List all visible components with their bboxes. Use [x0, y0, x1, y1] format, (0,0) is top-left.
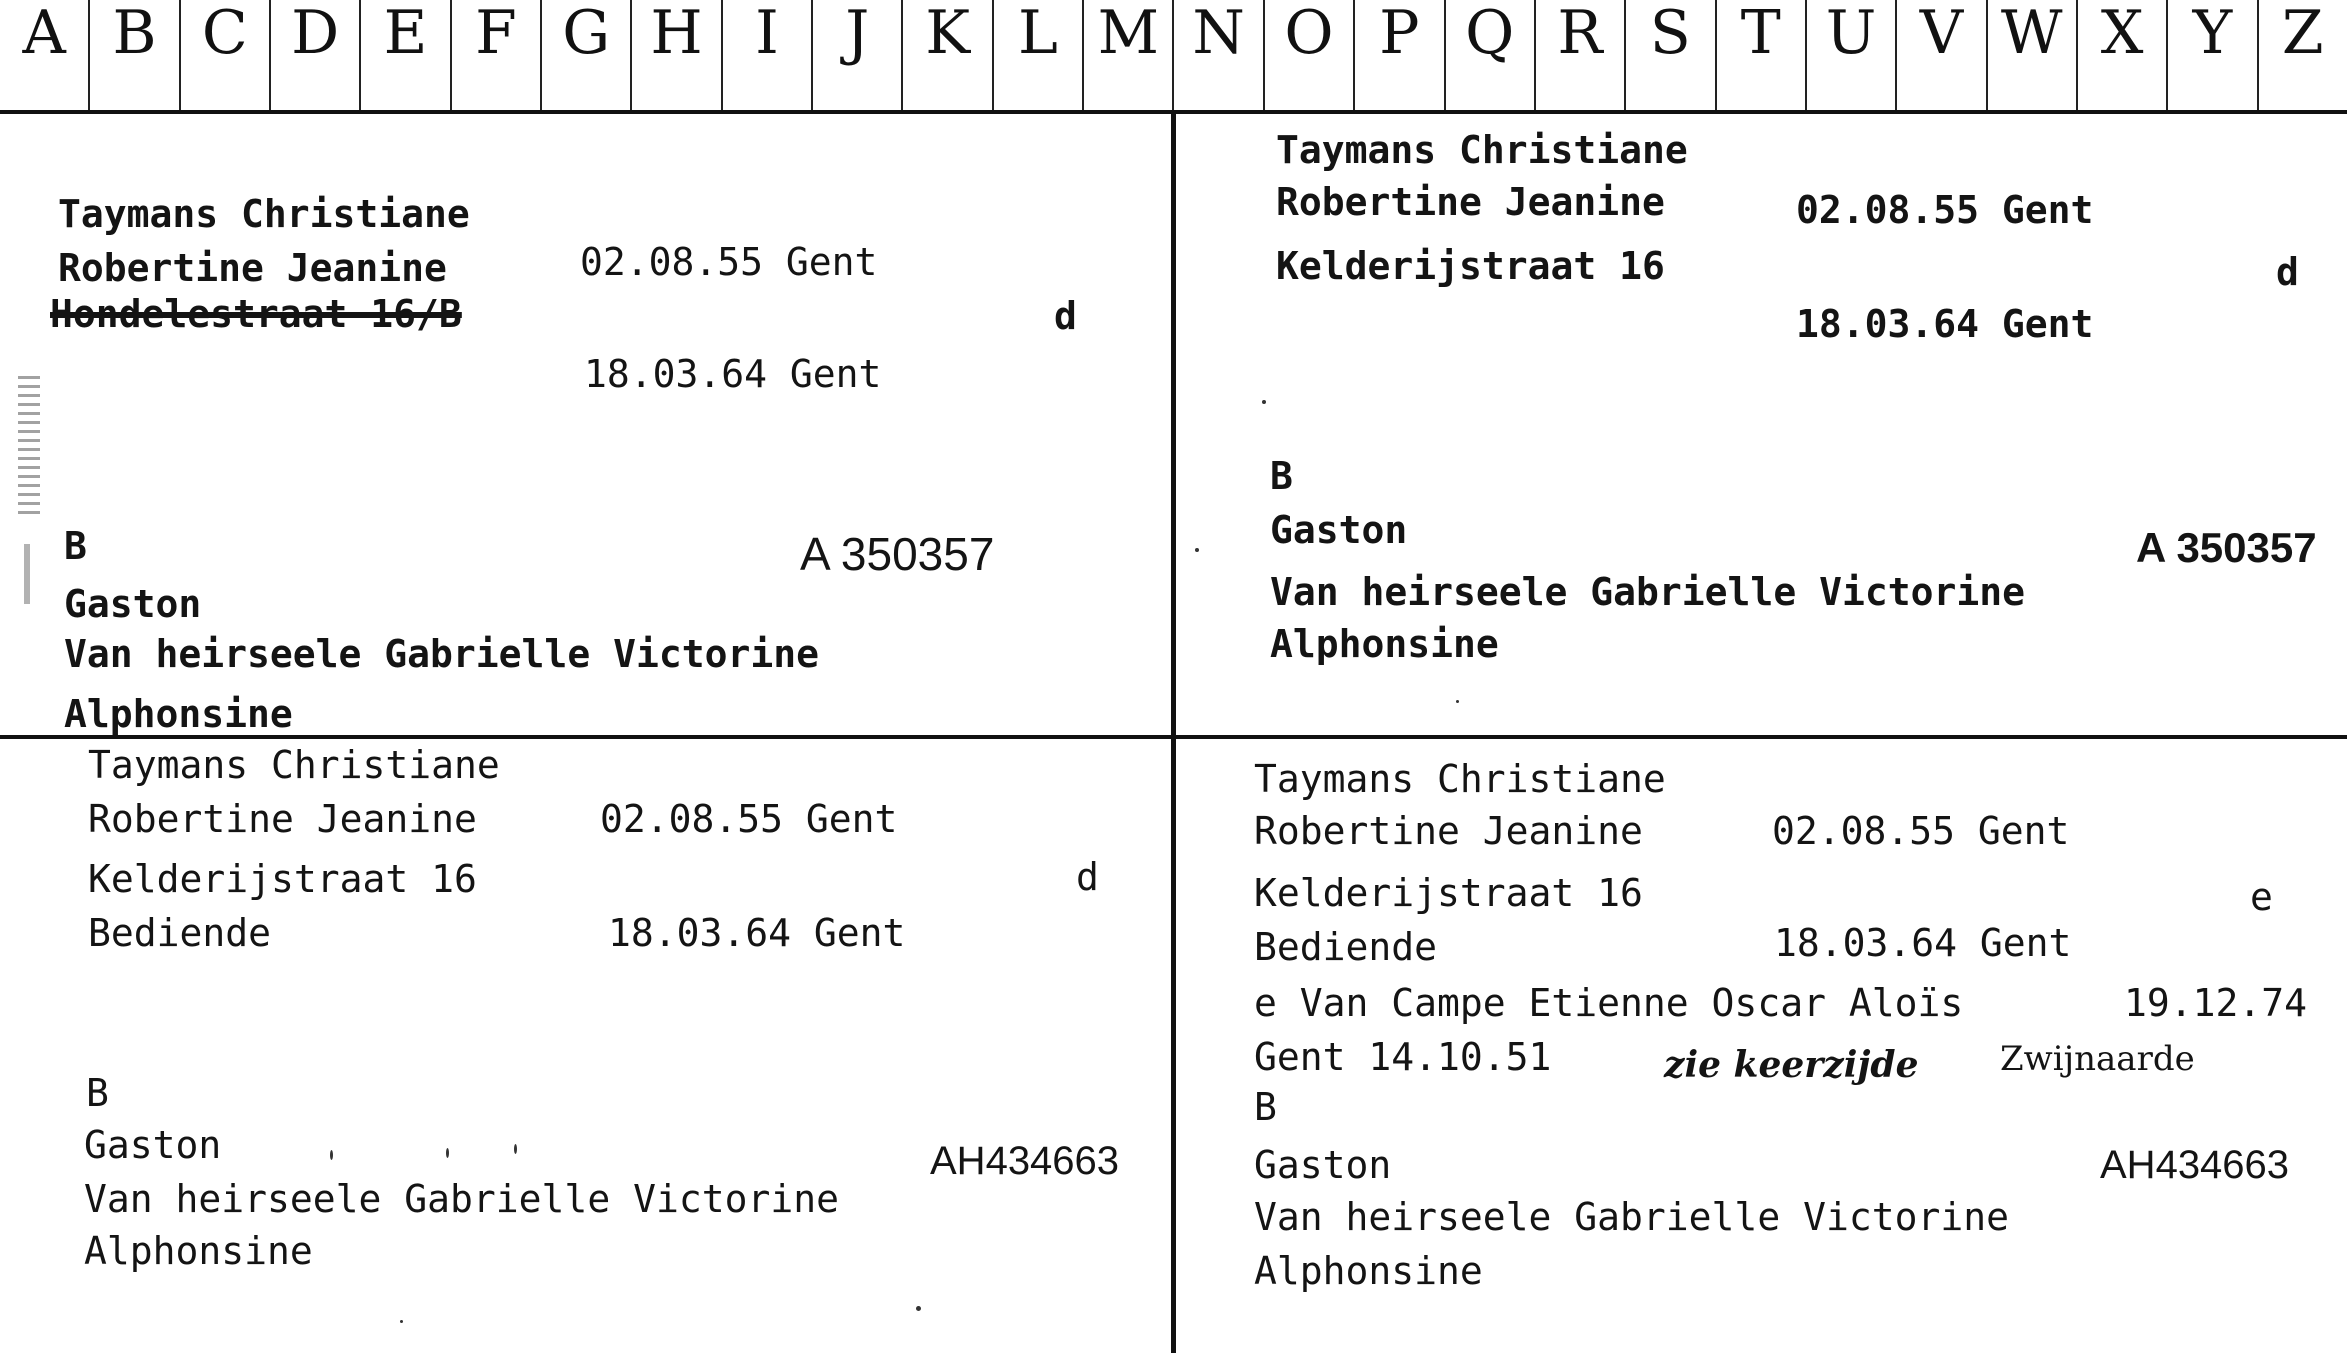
index-letter-q: Q — [1446, 0, 1536, 110]
birth-date-place: 02.08.55 Gent — [580, 240, 878, 284]
index-letter-n: N — [1174, 0, 1264, 110]
given-names: Robertine Jeanine — [88, 797, 477, 841]
marriage-date: 19.12.74 — [2124, 981, 2308, 1025]
father-initial: B — [86, 1071, 109, 1115]
ink-smudge — [24, 544, 30, 604]
given-names: Robertine Jeanine — [58, 246, 447, 290]
mother-name-cont: Alphonsine — [1254, 1249, 1483, 1293]
father-name: Gaston — [64, 582, 202, 626]
registration-date-place: 18.03.64 Gent — [584, 352, 882, 396]
id-number-stamp: AH434663 — [930, 1139, 1120, 1183]
mother-name-cont: Alphonsine — [84, 1229, 313, 1273]
registration-date-place: 18.03.64 Gent — [1774, 921, 2072, 965]
see-reverse-note: zie keerzijde — [1664, 1044, 1919, 1086]
index-letter-x: X — [2078, 0, 2168, 110]
card-bottom-right — [1176, 739, 2347, 1353]
index-letter-z: Z — [2281, 0, 2324, 68]
occupation: Bediende — [88, 911, 272, 955]
index-letter-s: S — [1626, 0, 1716, 110]
code-letter: d — [2276, 250, 2299, 294]
paper-speck — [1456, 700, 1459, 703]
mother-name-cont: Alphonsine — [64, 692, 293, 736]
paper-speck — [1195, 548, 1199, 552]
surname: Taymans Christiane — [88, 743, 500, 787]
index-letter-m: M — [1084, 0, 1174, 110]
index-letter-t: T — [1717, 0, 1807, 110]
mother-name: Van heirseele Gabrielle Victorine — [84, 1177, 839, 1221]
address: Kelderijstraat 16 — [1254, 871, 1643, 915]
birth-date-place: 02.08.55 Gent — [1796, 188, 2094, 232]
given-names: Robertine Jeanine — [1254, 809, 1643, 853]
father-name: Gaston — [84, 1123, 222, 1167]
birth-date-place: 02.08.55 Gent — [600, 797, 898, 841]
surname: Taymans Christiane — [1276, 128, 1688, 172]
occupation: Bediende — [1254, 925, 1438, 969]
code-letter: d — [1054, 294, 1077, 338]
code-letter: e — [2250, 875, 2273, 919]
index-letter-d: D — [271, 0, 361, 110]
index-letter-u: U — [1807, 0, 1897, 110]
mother-name: Van heirseele Gabrielle Victorine — [1270, 570, 2025, 614]
card-top-right — [1176, 114, 2347, 735]
paper-speck — [916, 1306, 921, 1311]
paper-speck — [330, 1150, 333, 1160]
index-letter-j: J — [813, 0, 903, 110]
index-letter-c: C — [181, 0, 271, 110]
given-names: Robertine Jeanine — [1276, 180, 1665, 224]
birth-date-place: 02.08.55 Gent — [1772, 809, 2070, 853]
paper-speck — [446, 1148, 449, 1158]
surname: Taymans Christiane — [58, 192, 470, 236]
registration-date-place: 18.03.64 Gent — [1796, 302, 2094, 346]
index-letter-v: V — [1897, 0, 1987, 110]
index-letter-w: W — [1988, 0, 2078, 110]
alphabet-index-strip — [0, 0, 2347, 114]
paper-speck — [1262, 400, 1266, 404]
index-letter-o: O — [1265, 0, 1355, 110]
id-number-stamp: A 350357 — [2136, 524, 2317, 571]
index-letter-p: P — [1355, 0, 1445, 110]
index-letter-g: G — [542, 0, 632, 110]
struck-address: Hondelestraat 16/B — [50, 292, 462, 336]
father-initial: B — [1270, 454, 1293, 498]
index-letter-a: A — [0, 0, 90, 110]
card-bottom-left — [0, 739, 1171, 1353]
index-letter-b: B — [90, 0, 180, 110]
paper-speck — [514, 1144, 517, 1154]
father-initial: B — [1254, 1085, 1277, 1129]
index-letter-l: L — [994, 0, 1084, 110]
spouse-name: e Van Campe Etienne Oscar Aloïs — [1254, 981, 1964, 1025]
father-name: Gaston — [1270, 508, 1408, 552]
index-letter-y: Y — [2168, 0, 2258, 110]
paper-speck — [400, 1320, 403, 1323]
spouse-birth: Gent 14.10.51 — [1254, 1035, 1552, 1079]
card-top-left — [0, 114, 1171, 735]
mother-name-cont: Alphonsine — [1270, 622, 1499, 666]
surname: Taymans Christiane — [1254, 757, 1666, 801]
id-number-stamp: A 350357 — [800, 528, 995, 580]
moved-to-note: Zwijnaarde — [2000, 1039, 2195, 1079]
father-name: Gaston — [1254, 1143, 1392, 1187]
index-letter-r: R — [1536, 0, 1626, 110]
index-letter-k: K — [903, 0, 993, 110]
ink-smudge — [18, 376, 40, 516]
index-letter-f: F — [452, 0, 542, 110]
father-initial: B — [64, 524, 87, 568]
index-letter-i: I — [723, 0, 813, 110]
registration-date-place: 18.03.64 Gent — [608, 911, 906, 955]
mother-name: Van heirseele Gabrielle Victorine — [64, 632, 819, 676]
index-letter-h: H — [632, 0, 722, 110]
address: Kelderijstraat 16 — [88, 857, 477, 901]
mother-name: Van heirseele Gabrielle Victorine — [1254, 1195, 2009, 1239]
id-number-stamp: AH434663 — [2100, 1143, 2290, 1187]
index-letter-e: E — [361, 0, 451, 110]
address: Kelderijstraat 16 — [1276, 244, 1665, 288]
code-letter: d — [1076, 855, 1099, 899]
